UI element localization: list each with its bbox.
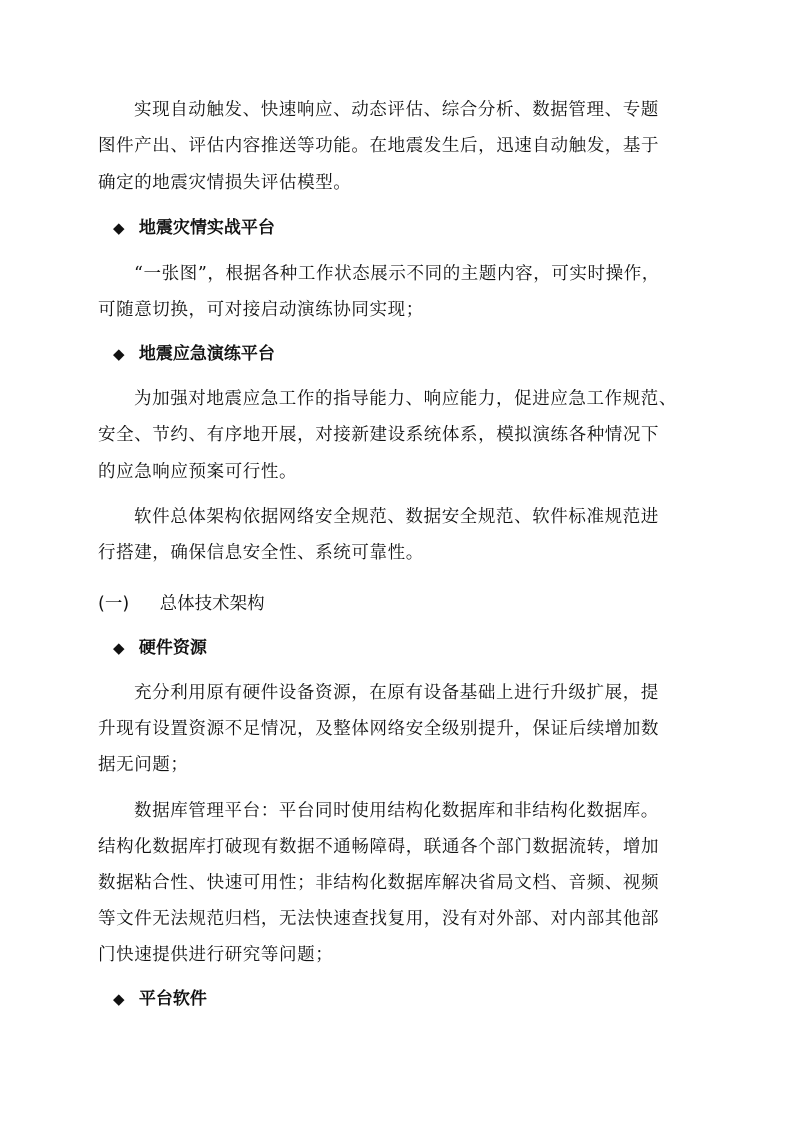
heading-text: 硬件资源: [138, 638, 207, 658]
section-number: (一): [98, 594, 130, 614]
heading-text: 平台软件: [138, 989, 207, 1009]
text-line: 数据库管理平台：平台同时使用结构化数据库和非结构化数据库。: [134, 801, 659, 821]
bullet-heading-disaster-platform: [113, 217, 275, 239]
diamond-bullet-icon: ◆: [113, 219, 125, 237]
text-line: 为加强对地震应急工作的指导能力、响应能力，促进应急工作规范、: [134, 389, 677, 409]
text-line: 充分利用原有硬件设备资源，在原有设备基础上进行升级扩展，提: [134, 683, 659, 703]
text-line: “一张图”，根据各种工作状态展示不同的主题内容，可实时操作，: [134, 264, 660, 284]
text-line: 确定的地震灾情损失评估模型。: [98, 173, 352, 193]
heading-text: 地震应急演练平台: [138, 344, 275, 364]
text-line: 行搭建，确保信息安全性、系统可靠性。: [98, 543, 424, 563]
text-line: 实现自动触发、快速响应、动态评估、综合分析、数据管理、专题: [134, 100, 659, 120]
diamond-bullet-icon: ◆: [113, 990, 125, 1008]
heading-text: 地震灾情实战平台: [138, 218, 275, 238]
text-line: 等文件无法规范归档，无法快速查找复用，没有对外部、对内部其他部: [98, 909, 660, 929]
text-line: 据无问题；: [98, 755, 189, 775]
text-line: 软件总体架构依据网络安全规范、数据安全规范、软件标准规范进: [134, 507, 659, 527]
text-line: 结构化数据库打破现有数据不通畅障碍，联通各个部门数据流转，增加: [98, 837, 660, 857]
text-line: 数据粘合性、快速可用性；非结构化数据库解决省局文档、音频、视频: [98, 873, 660, 893]
diamond-bullet-icon: ◆: [113, 639, 125, 657]
diamond-bullet-icon: ◆: [113, 345, 125, 363]
text-line: 升现有设置资源不足情况，及整体网络安全级别提升，保证后续增加数: [98, 719, 660, 739]
text-line: 的应急响应预案可行性。: [98, 462, 298, 482]
bullet-heading-platform-software: [113, 988, 207, 1010]
bullet-heading-hardware: [113, 637, 207, 659]
bullet-heading-drill-platform: [113, 343, 275, 365]
text-line: 安全、节约、有序地开展，对接新建设系统体系，模拟演练各种情况下: [98, 425, 660, 445]
text-line: 可随意切换，可对接启动演练协同实现；: [98, 300, 424, 320]
section-heading-tech-architecture: [98, 593, 265, 615]
text-line: 门快速提供进行研究等问题；: [98, 945, 334, 965]
text-line: 图件产出、评估内容推送等功能。在地震发生后，迅速自动触发，基于: [98, 136, 660, 156]
section-title: 总体技术架构: [159, 594, 265, 614]
